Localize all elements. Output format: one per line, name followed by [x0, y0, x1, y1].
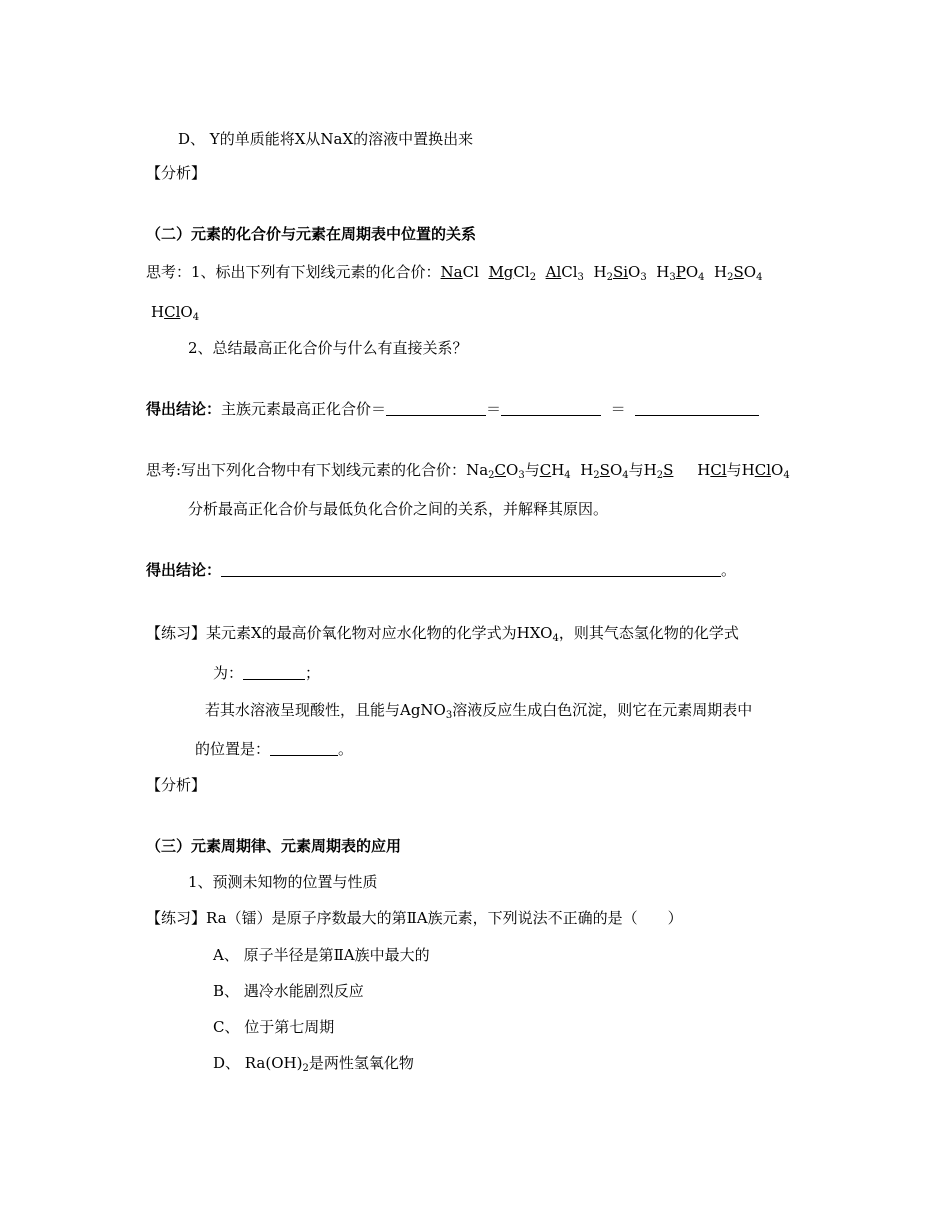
hcl-a: H — [697, 461, 711, 479]
conclusion1-eq-1: ＝ — [486, 400, 502, 418]
hcl-underlined: Cl — [710, 461, 727, 479]
practice1-line3a: 若其水溶液呈现酸性，且能与AgNO — [205, 701, 446, 719]
conclusion1-text: 主族元素最高正化合价＝ — [221, 400, 387, 418]
hclo4-underlined: Cl — [754, 461, 772, 479]
f6-b: O — [743, 263, 757, 281]
analysis-label-1: 【分析】 — [146, 164, 207, 182]
think2-line — [146, 460, 790, 480]
f4-s2: 3 — [640, 272, 647, 283]
na2co3-a: Na — [466, 461, 489, 479]
practice2-stem: 【练习】Ra（镭）是原子序数最大的第ⅡA族元素，下列说法不正确的是（ ） — [146, 909, 683, 927]
practice1-line3b: 溶液反应生成白色沉淀，则它在元素周期表中 — [452, 701, 753, 719]
conclusion1-label: 得出结论： — [146, 400, 222, 418]
yu-3: 与 — [726, 461, 742, 479]
practice1-line2a: 为： — [213, 664, 244, 682]
option-d-post: 是两性氢氧化物 — [308, 1054, 414, 1072]
option-d-sub: 2 — [302, 1063, 309, 1074]
na2co3-s1: 2 — [488, 470, 495, 481]
practice1-line4b: 。 — [338, 740, 354, 758]
f2-underlined: Mg — [488, 263, 514, 281]
f6-underlined: S — [733, 263, 744, 281]
think1-prefix: 思考：1、标出下列有下划线元素的化合价： — [146, 263, 441, 281]
f3-underlined: Al — [545, 263, 562, 281]
f4-underlined: Si — [612, 263, 629, 281]
ch4-underlined: C — [539, 461, 552, 479]
conclusion1-blank-1[interactable] — [386, 401, 486, 416]
na2co3-s2: 3 — [518, 470, 525, 481]
conclusion1-eq-2: ＝ — [610, 400, 626, 418]
think1-line — [146, 262, 762, 282]
analysis-label-2: 【分析】 — [146, 776, 207, 794]
option-d-pre: D、 Ra(OH) — [213, 1054, 303, 1072]
hclo4-b: O — [771, 461, 784, 479]
option-c: C、 位于第七周期 — [213, 1018, 335, 1036]
option-a: A、 原子半径是第ⅡA族中最大的 — [213, 946, 430, 964]
conclusion2-blank[interactable] — [221, 562, 721, 577]
h2so4-a: H — [580, 461, 594, 479]
yu-1: 与 — [524, 461, 540, 479]
practice1-line1-sub: 4 — [552, 633, 559, 644]
think2-analysis: 分析最高正化合价与最低负化合价之间的关系，并解释其原因。 — [188, 500, 609, 518]
h2s-underlined: S — [663, 461, 674, 479]
f5-s1: 3 — [669, 272, 676, 283]
practice1-line1a: 【练习】某元素X的最高价氧化物对应水化物的化学式为HXO — [146, 624, 553, 642]
na2co3-underlined: C — [494, 461, 506, 479]
f6-a: H — [714, 263, 728, 281]
na2co3-b: O — [506, 461, 519, 479]
section2-title: （二）元素的化合价与元素在周期表中位置的关系 — [146, 225, 477, 243]
f6-s2: 4 — [756, 272, 763, 283]
f5-a: H — [656, 263, 670, 281]
option-d-top: D、 Y的单质能将X从NaX的溶液中置换出来 — [178, 130, 474, 148]
h2s-s1: 2 — [656, 470, 664, 481]
ch4-sub: 4 — [564, 470, 571, 481]
think2-prefix: 思考:写出下列化合物中有下划线元素的化合价： — [146, 461, 467, 479]
practice1-line2 — [213, 663, 320, 683]
practice1-line3 — [205, 700, 752, 720]
h2s-a: H — [643, 461, 657, 479]
conclusion2 — [146, 560, 736, 580]
f1-rest: Cl — [462, 263, 479, 281]
f7-b: O — [180, 303, 193, 321]
practice1-line1b: ，则其气态氢化物的化学式 — [558, 624, 739, 642]
practice1-line2b: ； — [305, 664, 321, 682]
f1-underlined: Na — [440, 263, 463, 281]
f7-underlined: Cl — [164, 303, 181, 321]
think1-line-2 — [151, 302, 199, 322]
think1-q2: 2、总结最高正化合价与什么有直接关系？ — [188, 339, 468, 357]
f7-a: H — [151, 303, 165, 321]
hclo4-sub: 4 — [783, 470, 790, 481]
practice1-line4a: 的位置是： — [195, 740, 271, 758]
conclusion1 — [146, 399, 759, 419]
practice1-line4 — [195, 739, 353, 759]
h2so4-b: O — [609, 461, 623, 479]
ch4-b: H — [551, 461, 565, 479]
f4-a: H — [593, 263, 607, 281]
practice1-line1 — [146, 623, 739, 643]
f5-s2: 4 — [698, 272, 705, 283]
conclusion1-blank-2[interactable] — [501, 401, 601, 416]
section3-title: （三）元素周期律、元素周期表的应用 — [146, 837, 402, 855]
f2-rest: Cl — [513, 263, 530, 281]
practice1-line3-sub: 3 — [445, 710, 453, 721]
f4-s1: 2 — [606, 272, 613, 283]
f3-rest: Cl — [561, 263, 578, 281]
conclusion1-blank-3[interactable] — [635, 401, 759, 416]
hclo4-a: H — [741, 461, 755, 479]
f7-s2: 4 — [192, 312, 200, 323]
yu-2: 与 — [628, 461, 644, 479]
option-b: B、 遇冷水能剧烈反应 — [213, 982, 364, 1000]
predict-item: 1、预测未知物的位置与性质 — [188, 873, 378, 891]
conclusion2-end: 。 — [721, 561, 737, 579]
f5-underlined: P — [675, 263, 686, 281]
f4-b: O — [628, 263, 641, 281]
f5-b: O — [685, 263, 699, 281]
hydride-formula-blank[interactable] — [243, 665, 305, 680]
f2-sub: 2 — [529, 272, 537, 283]
f6-s1: 2 — [727, 272, 734, 283]
h2so4-s1: 2 — [593, 470, 600, 481]
h2so4-underlined: S — [599, 461, 610, 479]
h2so4-s2: 4 — [622, 470, 629, 481]
position-blank[interactable] — [270, 741, 338, 756]
f3-sub: 3 — [577, 272, 584, 283]
option-d — [213, 1053, 414, 1073]
conclusion2-label: 得出结论： — [146, 561, 222, 579]
